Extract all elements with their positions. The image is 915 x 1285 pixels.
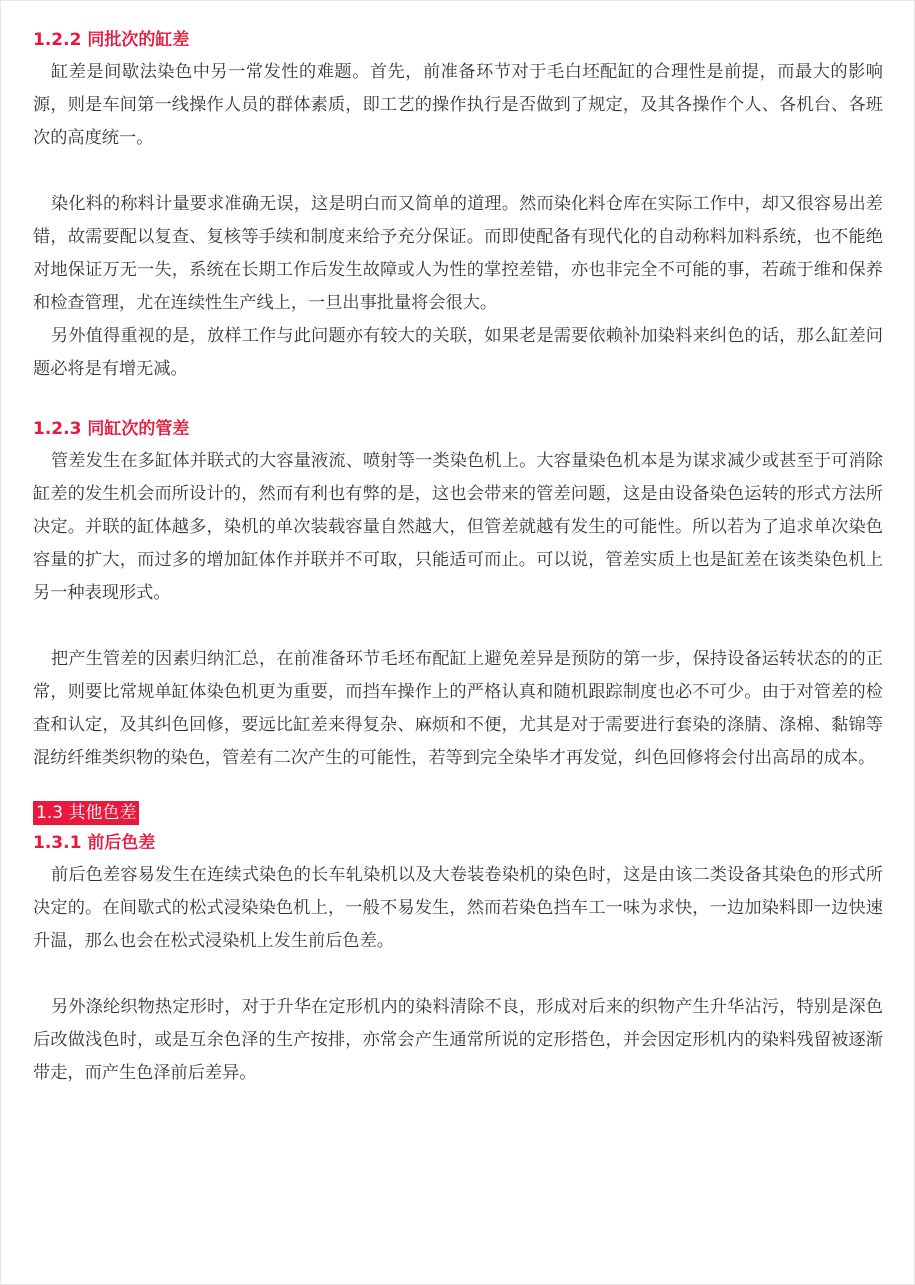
section-1-2-2 xyxy=(33,26,883,386)
section-1-2-3 xyxy=(33,415,883,775)
paragraph: 另外值得重视的是，放样工作与此问题亦有较大的关联，如果老是需要依赖补加染料来纠色的话，那么缸差问题必将是有增无减。 xyxy=(33,326,883,379)
paragraph: 前后色差容易发生在连续式染色的长车轧染机以及大卷装卷染机的染色时，这是由该二类设备其染色的形式所决定的。在间歇式的松式浸染染色机上，一般不易发生，然而若染色挡车工一味为求快，一边加染料即一边快速升温，那么也会在松式浸染机上发生前后色差。 xyxy=(33,865,883,951)
paragraph: 管差发生在多缸体并联式的大容量液流、喷射等一类染色机上。大容量染色机本是为谋求减少或甚至于可消除缸差的发生机会而所设计的，然而有利也有弊的是，这也会带来的管差问题，这是由设备染色运转的形式方法所决定。并联的缸体越多，染机的单次装载容量自然越大，但管差就越有发生的可能性。所以若为了追求单次染色容量的扩大，而过多的增加缸体作并联并不可取，只能适可而止。可以说，管差实质上也是缸差在该类染色机上另一种表现形式。 xyxy=(33,451,883,603)
paragraph: 缸差是间歇法染色中另一常发性的难题。首先，前准备环节对于毛白坯配缸的合理性是前提，而最大的影响源，则是车间第一线操作人员的群体素质，即工艺的操作执行是否做到了规定，及其各操作个人、各机台、各班次的高度统一。 xyxy=(33,62,883,148)
section-1-3 xyxy=(33,801,883,1090)
section-heading: 1.2.2 同批次的缸差 xyxy=(33,30,190,50)
section-badge: 1.3 其他色差 xyxy=(33,801,139,825)
article-body xyxy=(33,26,883,1090)
paragraph: 染化料的称料计量要求准确无误，这是明白而又简单的道理。然而染化料仓库在实际工作中，却又很容易出差错，故需要配以复查、复核等手续和制度来给予充分保证。而即使配备有现代化的自动称料加料系统，也不能绝对地保证万无一失，系统在长期工作后发生故障或人为性的掌控差错，亦也非完全不可能的事，若疏于维和保养和检查管理，尤在连续性生产线上，一旦出事批量将会很大。 xyxy=(33,194,883,313)
paragraph: 另外涤纶织物热定形时，对于升华在定形机内的染料清除不良，形成对后来的织物产生升华沾污，特别是深色后改做浅色时，或是互余色泽的生产按排，亦常会产生通常所说的定形搭色，并会因定形机内的染料残留被逐渐带走，而产生色泽前后差异。 xyxy=(33,997,883,1083)
section-heading: 1.2.3 同缸次的管差 xyxy=(33,419,190,439)
sub-section-heading: 1.3.1 前后色差 xyxy=(33,833,156,853)
paragraph: 把产生管差的因素归纳汇总，在前准备环节毛坯布配缸上避免差异是预防的第一步，保持设备运转状态的的正常，则要比常规单缸体染色机更为重要，而挡车操作上的严格认真和随机跟踪制度也必不可少。由于对管差的检查和认定，及其纠色回修，要远比缸差来得复杂、麻烦和不便，尤其是对于需要进行套染的涤腈、涤棉、黏锦等混纺纤维类织物的染色，管差有二次产生的可能性，若等到完全染毕才再发觉，纠色回修将会付出高昂的成本。 xyxy=(33,649,883,768)
